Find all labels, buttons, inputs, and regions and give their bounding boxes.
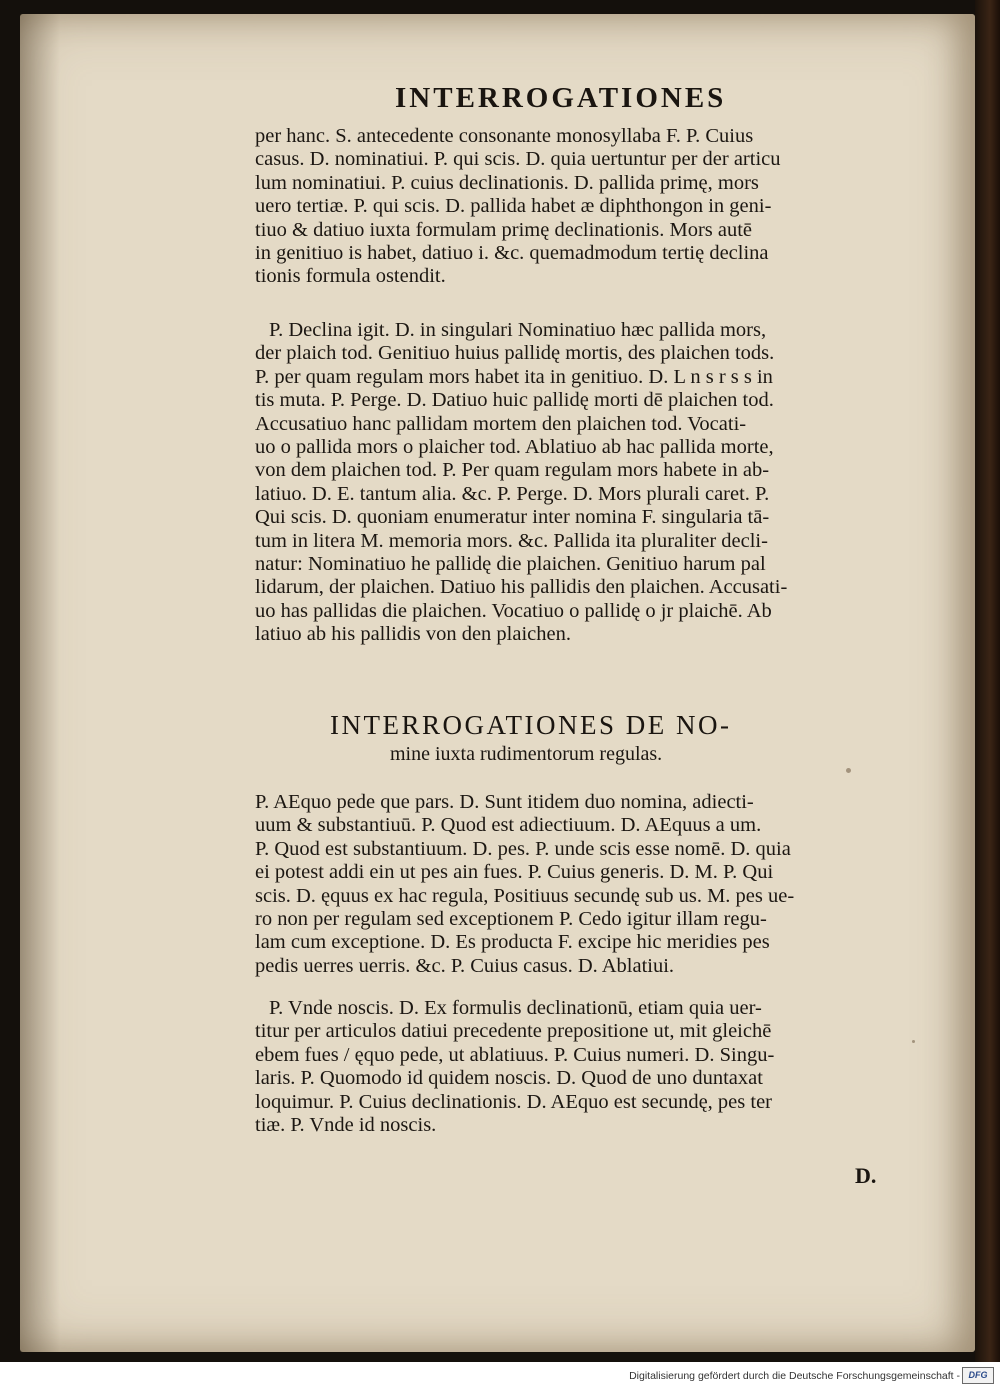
text-line: uum & substantiuū. P. Quod est adiectiuum. D. AEquus a um. (255, 814, 762, 837)
paragraph-2 (255, 319, 900, 647)
spine-shadow (20, 14, 60, 1352)
paragraph-3 (255, 791, 900, 978)
text-line: titur per articulos datiui precedente prepositione ut, mit gleichē (255, 1020, 772, 1043)
dfg-logo: DFG (962, 1367, 994, 1384)
text-line: Qui scis. D. quoniam enumeratur inter nomina F. singularia tā- (255, 506, 770, 529)
section-heading (330, 710, 850, 766)
text-line: P. per quam regulam mors habet ita in genitiuo. D. L n s r s s in (255, 365, 773, 388)
text-line: ro non per regulam sed exceptionem P. Cedo igitur illam regu- (255, 908, 767, 931)
text-line: Accusatiuo hanc pallidam mortem den plaichen tod. Vocati- (255, 412, 747, 435)
text-line: latiuo ab his pallidis von den plaichen. (255, 623, 571, 646)
text-line: uero tertiæ. P. qui scis. D. pallida habet æ diphthongon in geni- (255, 195, 772, 218)
text-line: per hanc. S. antecedente consonante monosyllaba F. P. Cuius (255, 125, 754, 147)
text-line: von dem plaichen tod. P. Per quam regulam mors habete in ab- (255, 459, 770, 482)
running-head: INTERROGATIONES (395, 82, 727, 114)
text-line: lam cum exceptione. D. Es producta F. excipe hic meridies pes (255, 931, 770, 954)
text-line: scis. D. ęquus ex hac regula, Positiuus secundę sub us. M. pes ue- (255, 884, 795, 907)
text-line: ei potest addi ein ut pes ain fues. P. Cuius generis. D. M. P. Qui (255, 861, 774, 884)
paragraph-4 (255, 997, 900, 1137)
catchword: D. (855, 1163, 877, 1188)
text-line: tionis formula ostendit. (255, 265, 446, 288)
text-line: in genitiuo is habet, datiuo i. &c. quemadmodum tertię declina (255, 242, 769, 265)
text-line: ebem fues / ęquo pede, ut ablatiuus. P. Cuius numeri. D. Singu- (255, 1043, 775, 1066)
text-line: natur: Nominatiuo he pallidę die plaichen. Genitiuo harum pal (255, 553, 766, 576)
text-line: tiæ. P. Vnde id noscis. (255, 1114, 437, 1137)
section-heading-line-1: INTERROGATIONES DE NO- (330, 710, 732, 740)
text-line: loquimur. P. Cuius declinationis. D. AEquo est secundę, pes ter (255, 1090, 773, 1113)
text-line: latiuo. D. E. tantum alia. &c. P. Perge. D. Mors plurali caret. P. (255, 482, 770, 505)
text-line: der plaich tod. Genitiuo huius pallidę mortis, des plaichen tods. (255, 342, 775, 365)
text-line: laris. P. Quomodo id quidem noscis. D. Quod de uno duntaxat (255, 1067, 763, 1090)
paragraph-1 (255, 125, 900, 289)
text-line: uo o pallida mors o plaicher tod. Ablatiuo ab hac pallida morte, (255, 436, 774, 459)
paper-speck (846, 768, 851, 773)
text-line: tiuo & datiuo iuxta formulam primę declinationis. Mors autē (255, 218, 753, 241)
text-line: lidarum, der plaichen. Datiuo his pallidis den plaichen. Accusati- (255, 576, 788, 599)
funding-credit: Digitalisierung gefördert durch die Deutsche Forschungsgemeinschaft - (629, 1370, 960, 1382)
paper-speck (912, 1040, 915, 1043)
text-line: P. Vnde noscis. D. Ex formulis declinationū, etiam quia uer- (269, 997, 762, 1019)
text-line: tum in litera M. memoria mors. &c. Pallida ita pluraliter decli- (255, 529, 768, 552)
book-edge (975, 0, 1000, 1362)
text-line: P. Declina igit. D. in singulari Nominatiuo hæc pallida mors, (269, 319, 767, 341)
text-line: pedis uerres uerris. &c. P. Cuius casus. D. Ablatiui. (255, 954, 675, 977)
text-line: P. Quod est substantiuum. D. pes. P. unde scis esse nomē. D. quia (255, 837, 791, 860)
text-line: P. AEquo pede que pars. D. Sunt itidem duo nomina, adiecti- (255, 791, 754, 813)
section-heading-line-2: mine iuxta rudimentorum regulas. (390, 743, 663, 765)
text-line: uo has pallidas die plaichen. Vocatiuo o pallidę o jr plaichē. Ab (255, 599, 772, 622)
text-line: casus. D. nominatiui. P. qui scis. D. quia uertuntur per der articu (255, 148, 781, 171)
text-line: tis muta. P. Perge. D. Datiuo huic pallidę morti dē plaichen tod. (255, 389, 774, 412)
text-line: lum nominatiui. P. cuius declinationis. D. pallida primę, mors (255, 171, 759, 194)
